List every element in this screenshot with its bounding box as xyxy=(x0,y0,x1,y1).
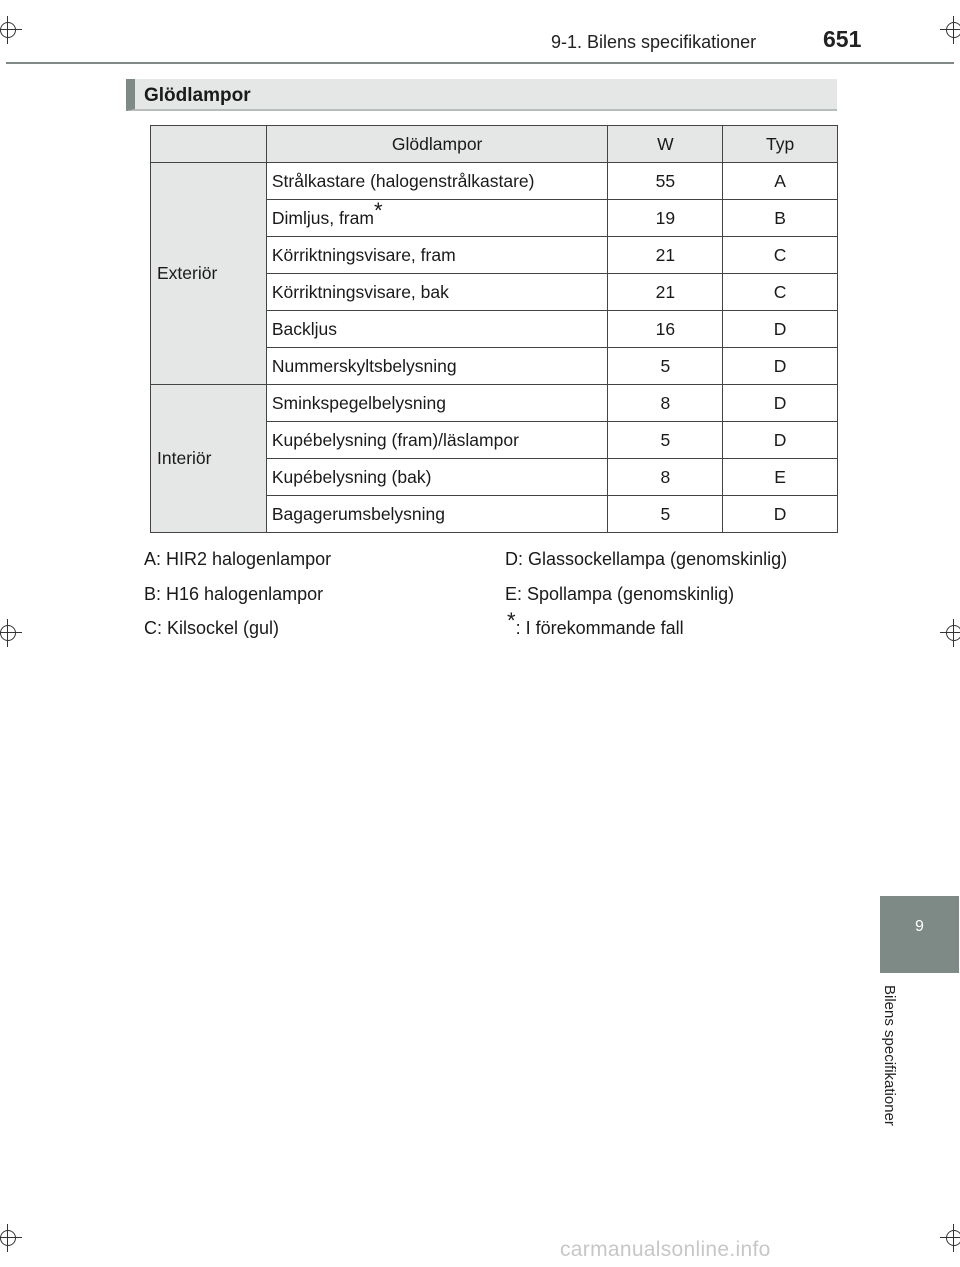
legend-c: C: Kilsockel (gul) xyxy=(144,618,280,638)
bulb-name: Dimljus, fram xyxy=(271,207,374,228)
bulb-type: C xyxy=(723,274,838,311)
bulb-watt: 5 xyxy=(608,496,723,533)
header-cell-type: Typ xyxy=(723,126,838,163)
header-cell-bulbs: Glödlampor xyxy=(266,126,608,163)
bulb-watt: 5 xyxy=(608,422,723,459)
registration-mark-mid-left xyxy=(0,619,22,647)
footnote-asterisk: * xyxy=(373,197,383,223)
registration-mark-bottom-right xyxy=(940,1224,960,1252)
bulb-name: Nummerskyltsbelysning xyxy=(266,348,608,385)
bulb-type: C xyxy=(723,237,838,274)
bulb-name: Kupébelysning (bak) xyxy=(266,459,608,496)
header-section-title: 9-1. Bilens specifikationer xyxy=(551,32,757,52)
bulb-name: Kupébelysning (fram)/läslampor xyxy=(266,422,608,459)
bulb-type: A xyxy=(723,163,838,200)
bulb-name-cell xyxy=(266,197,608,237)
registration-mark-mid-right xyxy=(940,619,960,647)
watermark: carmanualsonline.info xyxy=(560,1238,771,1261)
bulb-type: D xyxy=(723,422,838,459)
bulb-watt: 21 xyxy=(608,274,723,311)
chapter-tab-number: 9 xyxy=(915,918,924,935)
table-header-row xyxy=(151,126,838,163)
bulb-name: Bagagerumsbelysning xyxy=(266,496,608,533)
bulb-watt: 55 xyxy=(608,163,723,200)
legend-e: E: Spollampa (genomskinlig) xyxy=(505,584,735,604)
bulb-name: Körriktningsvisare, bak xyxy=(266,274,608,311)
footnote-asterisk: * xyxy=(507,608,516,633)
legend-footnote-text: : I förekommande fall xyxy=(515,618,684,638)
table-row xyxy=(151,163,838,200)
bulb-watt: 8 xyxy=(608,385,723,422)
header-divider xyxy=(6,62,954,64)
page-header xyxy=(0,22,960,62)
bulb-watt: 21 xyxy=(608,237,723,274)
chapter-tab-label-text: Bilens specifikationer xyxy=(881,985,898,1126)
bulb-type: D xyxy=(723,311,838,348)
legend-footnote xyxy=(507,608,684,639)
header-cell-empty xyxy=(151,126,267,163)
bulb-watt: 8 xyxy=(608,459,723,496)
bulb-watt: 16 xyxy=(608,311,723,348)
group-label-exterior: Exteriör xyxy=(151,163,267,385)
group-label-interior: Interiör xyxy=(151,385,267,533)
bulb-type: D xyxy=(723,348,838,385)
bulb-name: Backljus xyxy=(266,311,608,348)
bulb-type: D xyxy=(723,385,838,422)
bulb-watt: 19 xyxy=(608,200,723,237)
bulb-watt: 5 xyxy=(608,348,723,385)
legend-a: A: HIR2 halogenlampor xyxy=(144,549,332,569)
header-cell-watt: W xyxy=(608,126,723,163)
section-heading-text: Glödlampor xyxy=(144,85,251,106)
legend-d: D: Glassockellampa (genomskinlig) xyxy=(505,549,788,569)
section-heading xyxy=(126,79,837,111)
bulb-name: Körriktningsvisare, fram xyxy=(266,237,608,274)
registration-mark-bottom-left xyxy=(0,1224,22,1252)
table-row xyxy=(151,385,838,422)
bulb-type: B xyxy=(723,200,838,237)
bulb-table xyxy=(150,125,838,533)
bulb-name: Sminkspegelbelysning xyxy=(266,385,608,422)
chapter-tab xyxy=(880,896,959,973)
bulb-name: Strålkastare (halogenstrålkastare) xyxy=(266,163,608,200)
page-number: 651 xyxy=(823,26,862,52)
chapter-tab-label xyxy=(880,985,916,1175)
bulb-type: E xyxy=(723,459,838,496)
bulb-type: D xyxy=(723,496,838,533)
legend-b: B: H16 halogenlampor xyxy=(144,584,324,604)
